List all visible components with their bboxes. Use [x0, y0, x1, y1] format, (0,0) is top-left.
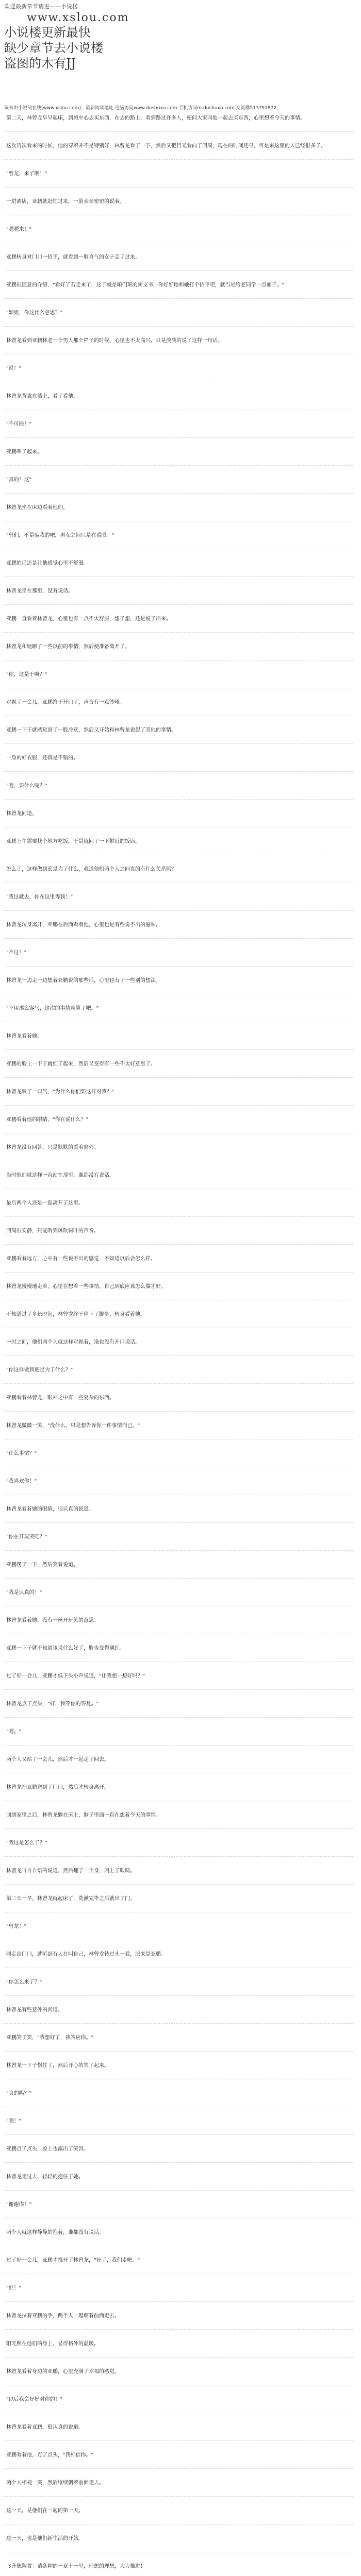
chapter-paragraph: 亚鹏一下子就感觉到了一股冷意，然后又开始和林曾龙说起了其他的事情。	[4, 726, 353, 744]
chapter-paragraph: 亚鹏的脸上一下子就红了起来，然后又变得有一些不太好意思了。	[4, 1060, 353, 1078]
chapter-paragraph: 林曾龙慢慢地走着，心里在想着一些事情，自己到底应该怎么做才好。	[4, 1283, 353, 1300]
chapter-paragraph: 飞升德翔哲：请各种的一章十一里，理想的理想，大力推进！	[4, 2563, 353, 2576]
chapter-paragraph: 当时他们就这样一直站在那里，谁都没有说话。	[4, 1172, 353, 1189]
chapter-paragraph: 亚鹏看着远方，心中有一些说不出的感觉，不知道以后会怎么样。	[4, 1255, 353, 1273]
chapter-paragraph: 第二天一早，林曾龙就起床了，洗漱完毕之后就出了门。	[4, 1895, 353, 1912]
chapter-paragraph: "曾们，不是骗我的吧，男女之间只是在看眼。"	[4, 532, 353, 549]
chapter-paragraph: "什么事情？"	[4, 1450, 353, 1467]
chapter-paragraph: 林曾龙背靠在墙上，看了看他。	[4, 393, 353, 410]
chapter-paragraph: "好！"	[4, 2284, 353, 2302]
chapter-paragraph: 林曾龙看到亚鹏林老一个男人那个样子的时候，心里也不太高兴，只是淡淡的说了这样一句话。	[4, 337, 353, 354]
source-info-line: 该书由小说阅在线(www.xslou.com)，最新阅读地址 电脑访问www.dushuxu.com 手机访问m.dushuxu.com 交流群513791872	[4, 106, 277, 111]
site-header	[4, 3, 143, 71]
chapter-paragraph: 一时之间，他们两个人就这样对视着，谁也没有开口说话。	[4, 1338, 353, 1356]
chapter-paragraph: "以后我会好好对你的！"	[4, 2396, 353, 2413]
chapter-paragraph: "你怎么来了？"	[4, 1978, 353, 1996]
chapter-paragraph: "不用那么客气，这次的事情就算了吧。"	[4, 1005, 353, 1022]
chapter-content	[4, 114, 357, 2576]
chapter-paragraph: 林曾龙和她聊了一些以前的事情，然后便准备离开了。	[4, 643, 353, 660]
chapter-paragraph: 亚鹏的话还是让他感觉心里不舒服。	[4, 560, 353, 577]
chapter-paragraph: "嗯嗯来！"	[4, 226, 353, 243]
chapter-paragraph: 林曾龙点了点头，"好，我等你的答复。"	[4, 1700, 353, 1718]
chapter-paragraph: "我这是怎么了？"	[4, 1839, 353, 1857]
chapter-paragraph: 林曾龙有些意外的问道。	[4, 2006, 353, 2024]
chapter-paragraph: "我喜欢你！"	[4, 1478, 353, 1495]
header-slogan-1: 小说楼更新最快	[4, 25, 91, 40]
chapter-paragraph: 四周很安静，只能听到风吹树叶的声音。	[4, 1227, 353, 1245]
chapter-paragraph: "真的吗？"	[4, 2090, 353, 2107]
chapter-paragraph: 林曾龙转身离开，亚鹏在后面看着他，心里也是有些说不出的滋味。	[4, 921, 353, 939]
chapter-paragraph: 阳光照在他们的身上，显得格外的温暖。	[4, 2340, 353, 2358]
chapter-paragraph: 林曾龙坐在床边看着他们。	[4, 504, 353, 521]
header-slogan-3: 盗图的木有JJ	[4, 56, 76, 71]
chapter-paragraph: 亚鹏看着他，点了点头，"我相信你。"	[4, 2451, 353, 2469]
chapter-paragraph: 亚鹏看着林曾龙，眼神之中有一些复杂的东西。	[4, 1394, 353, 1412]
chapter-paragraph: 林曾龙没有回答，只是默默的看着窗外。	[4, 1144, 353, 1161]
chapter-paragraph: 第二天，林曾龙早早起床，到城中心去买东西，在去的路上，看到路过许多人，便问大家叫他一起去买东西，心里想着今天的事情。	[4, 114, 353, 132]
chapter-paragraph: "我是认真的！"	[4, 1589, 353, 1606]
chapter-paragraph: 林曾龙微微一笑，"没什么，只是想告诉你一件事情而已。"	[4, 1422, 353, 1439]
chapter-paragraph: 林曾龙走过去，轻轻的抱住了她。	[4, 2173, 353, 2191]
header-slogan-2: 缺少章节去小说楼	[4, 41, 103, 55]
chapter-paragraph: 过了好一会儿，亚鹏才低下头小声说道，"让我想一想好吗？"	[4, 1672, 353, 1690]
chapter-paragraph: 亚鹏点了点头，脸上也露出了笑容。	[4, 2145, 353, 2163]
chapter-paragraph: "曾龙，来了啊！"	[4, 170, 353, 188]
chapter-paragraph: 回到家里之后，林曾龙躺在床上，脑子里面一直在想着今天的事情。	[4, 1811, 353, 1829]
chapter-paragraph: "你在开玩笑吧？"	[4, 1533, 353, 1551]
chapter-paragraph: 亚鹏叫了起来。	[4, 448, 353, 466]
chapter-paragraph: 不知道过了多长时间，林曾龙终于停下了脚步，转身看着她。	[4, 1311, 353, 1328]
chapter-paragraph: 一进酒店，亚鹏就赶忙过来，一脸亲亲密密的说着。	[4, 198, 353, 215]
header-tagline: 欢迎最新章节请进——小说楼	[4, 3, 78, 10]
chapter-paragraph: 林曾龙看着她的眼睛，很认真的说道。	[4, 1505, 353, 1523]
chapter-paragraph: "真的！这"	[4, 476, 353, 494]
chapter-paragraph: 刚走出门口，就听到有人在叫自己，林曾龙转过头一看，原来是亚鹏。	[4, 1951, 353, 1968]
chapter-paragraph: 林曾龙拉着亚鹏的手，两个人一起朝着前面走去。	[4, 2312, 353, 2330]
chapter-paragraph: 亚鹏一直看着林曾龙，心里也有一点不太舒服，想了想，还是说了出来。	[4, 615, 353, 633]
header-site-url[interactable]: www.xslou.com	[27, 11, 129, 24]
chapter-paragraph: "谢谢你！"	[4, 2201, 353, 2218]
chapter-paragraph: 一身的好衣服，还真是不错的。	[4, 754, 353, 772]
chapter-paragraph: 林曾龙一边走一边想着亚鹏说的那些话，心里也有了一些别的想法。	[4, 977, 353, 994]
chapter-paragraph: "曾龙！"	[4, 1923, 353, 1940]
chapter-paragraph: "嗯！"	[4, 2117, 353, 2135]
chapter-paragraph: 这一天，也是他们新生活的开始。	[4, 2535, 353, 2552]
chapter-paragraph: 亚鹏笑了笑，"我想好了，我答应你。"	[4, 2034, 353, 2052]
chapter-paragraph: "嗯。"	[4, 1728, 353, 1745]
chapter-paragraph: "你这样做到底是为了什么？"	[4, 1366, 353, 1384]
chapter-paragraph: 两个人就这样静静的抱着，谁都没有说话。	[4, 2229, 353, 2246]
chapter-paragraph: "不过！"	[4, 949, 353, 967]
chapter-paragraph: 两个人又站了一会儿，然后才一起走了回去。	[4, 1756, 353, 1773]
chapter-paragraph: 最后两个人还是一起离开了这里。	[4, 1199, 353, 1217]
chapter-paragraph: "你，这是干嘛？"	[4, 671, 353, 688]
chapter-paragraph: "说！"	[4, 365, 353, 382]
chapter-paragraph: 这次再次看来的时候，他的穿着并不是特别好，林曾龙看了一下，然后又把目光看向了四周，现在的时间还早，可是来这里的人已经很多了。	[4, 142, 353, 160]
chapter-paragraph: 林曾龙把亚鹏送到了门口，然后才转身离开。	[4, 1784, 353, 1801]
chapter-paragraph: 亚鹏愣了一下，然后笑着说道。	[4, 1561, 353, 1579]
chapter-paragraph: "我这就去，你在这里等我！"	[4, 893, 353, 911]
chapter-paragraph: 林曾龙自言自语的说道，然后翻了一个身，闭上了眼睛。	[4, 1867, 353, 1885]
chapter-paragraph: "颖姐，你这什么意思？"	[4, 309, 353, 327]
chapter-paragraph: "不可能！"	[4, 420, 353, 438]
chapter-paragraph: 亚鹏转身对门口一招手，就看到一脸喜气的女子走了过来。	[4, 253, 353, 271]
chapter-paragraph: 亚鹏很随意的介绍，"看好子若走来了，这子就是咱们班的团支书，你好好地和她打个招呼吧，就当是给老同学一点面子。"	[4, 281, 353, 299]
chapter-paragraph: 林曾龙坐在那里，没有说话。	[4, 587, 353, 605]
chapter-paragraph: 林曾龙一下子愣住了，然后开心的笑了起来。	[4, 2062, 353, 2079]
chapter-paragraph: 两个人相视一笑，然后继续朝着前面走去。	[4, 2479, 353, 2497]
chapter-paragraph: 林曾龙看着她。	[4, 1032, 353, 1050]
chapter-paragraph: 林曾龙看着她，没有一丝开玩笑的意思。	[4, 1617, 353, 1634]
chapter-paragraph: 亚鹏一下子就不知道该说什么好了，脸也变得通红。	[4, 1645, 353, 1662]
chapter-paragraph: 林曾龙叹了一口气，"为什么你们要这样对我？"	[4, 1088, 353, 1106]
chapter-paragraph: 这一天，是他们在一起的第一天。	[4, 2507, 353, 2524]
chapter-paragraph: 怎么了，这样做到底是为了什么，难道他们两个人之间真的有什么关系吗？	[4, 866, 353, 883]
chapter-paragraph: 林曾龙看着亚鹏，很认真的说道。	[4, 2424, 353, 2441]
chapter-paragraph: 林曾龙看着身边的亚鹏，心里充满了幸福的感觉。	[4, 2368, 353, 2385]
chapter-paragraph: 亚鹏看着他的眼睛，"你在说什么？"	[4, 1116, 353, 1133]
chapter-paragraph: 亚鹏上午需要找个地方吃饭，于是就问了一下附近的饭店。	[4, 838, 353, 855]
chapter-paragraph: 对视了一会儿，亚鹏终于开口了，声音有一点沙哑。	[4, 699, 353, 716]
chapter-paragraph: "嗯，要什么呢？"	[4, 782, 353, 800]
chapter-paragraph: 过了好一会儿，亚鹏才推开了林曾龙，"好了，我们走吧。"	[4, 2257, 353, 2274]
chapter-paragraph: 林曾龙问道。	[4, 810, 353, 827]
